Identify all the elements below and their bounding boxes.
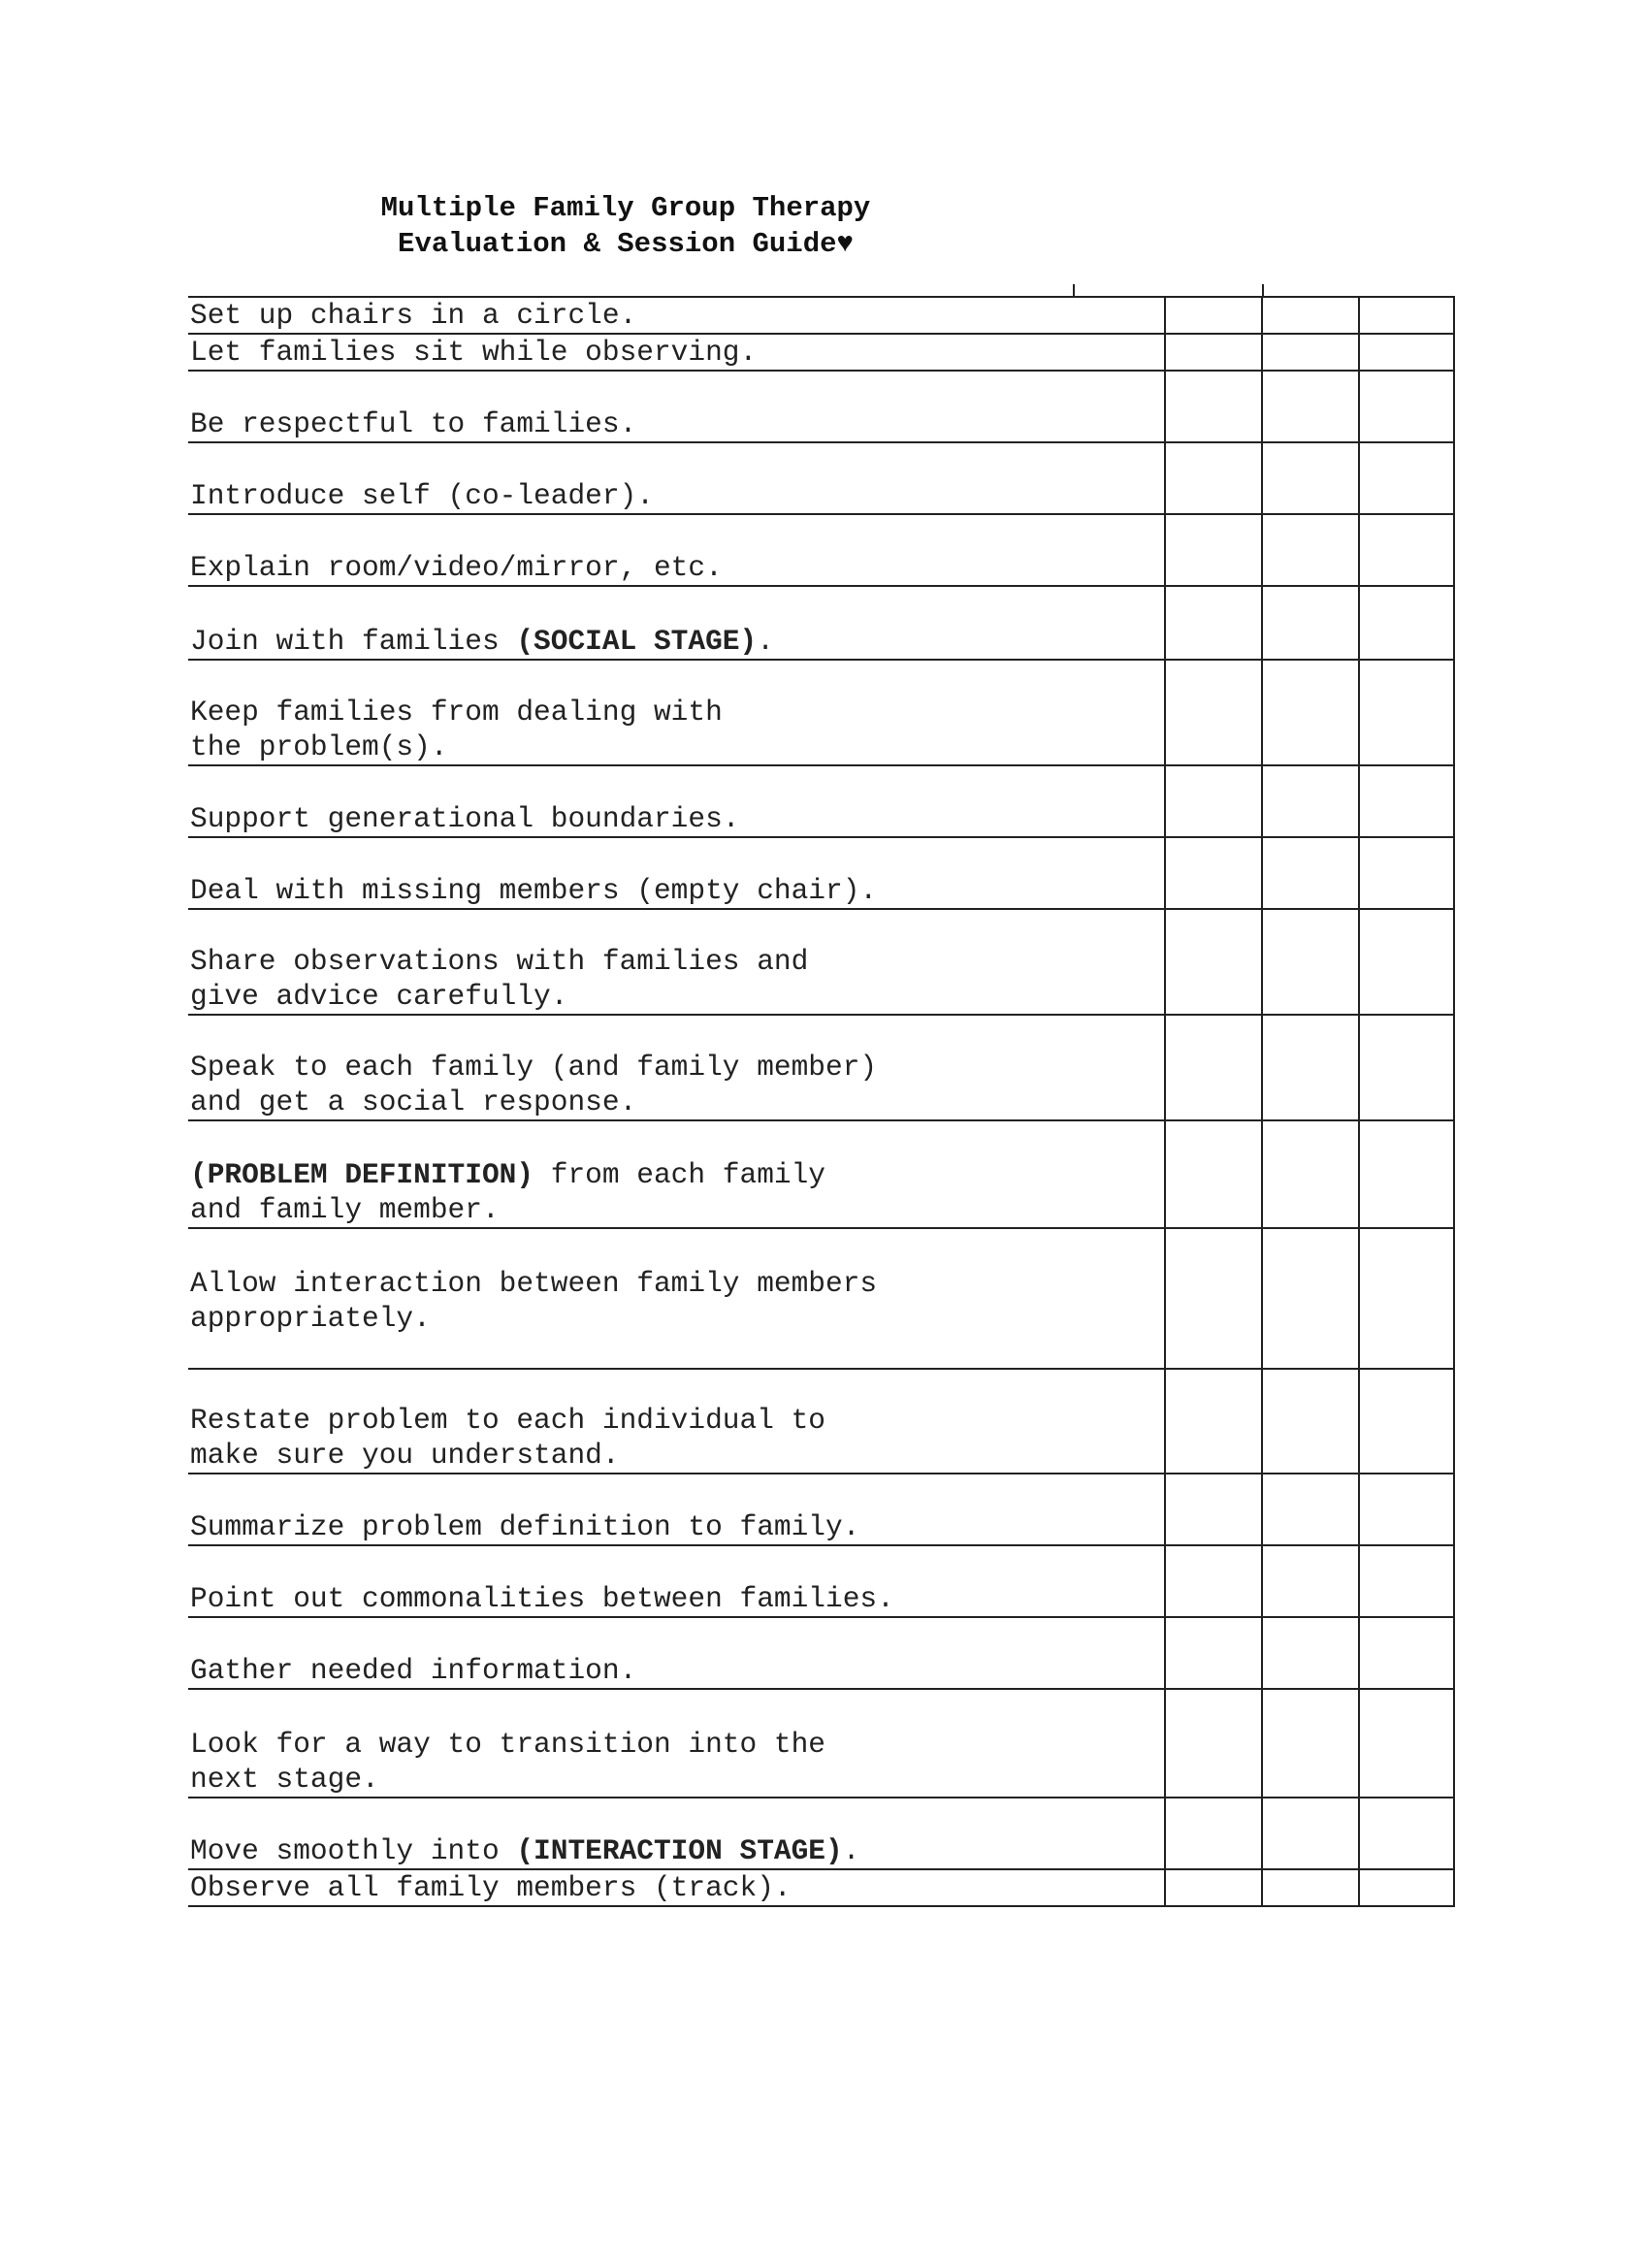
item-text-segment: Be respectful to families. [190, 407, 637, 440]
item-text-segment: next stage. [190, 1763, 379, 1796]
check-box-2[interactable] [1261, 1016, 1358, 1121]
checklist-row [188, 1474, 1456, 1546]
checklist-row [188, 1229, 1456, 1370]
item-text-segment: Point out commonalities between families. [190, 1582, 894, 1615]
check-box-1[interactable] [1164, 661, 1261, 766]
checklist-item-line [190, 979, 1164, 1014]
checklist-item-text [188, 1370, 1164, 1474]
item-text-segment: Speak to each family (and family member) [190, 1051, 878, 1084]
check-box-3[interactable] [1358, 1016, 1455, 1121]
checklist-item-line [190, 335, 1164, 370]
check-box-3[interactable] [1358, 910, 1455, 1016]
checklist-row [188, 1618, 1456, 1690]
checklist-row [188, 515, 1456, 587]
check-box-2[interactable] [1261, 1546, 1358, 1618]
item-text-segment: Move smoothly into [190, 1834, 517, 1867]
checklist-row [188, 1690, 1456, 1798]
checklist-item-text [188, 443, 1164, 515]
checklist-item-text [188, 838, 1164, 910]
title-line-1: Multiple Family Group Therapy [380, 192, 871, 224]
check-box-2[interactable] [1261, 515, 1358, 587]
checklist-item-text [188, 766, 1164, 838]
checklist-item-line [190, 944, 1164, 979]
checklist-item-text [188, 1229, 1164, 1370]
check-box-3[interactable] [1358, 1474, 1455, 1546]
checklist-item-line [190, 550, 1164, 585]
check-box-1[interactable] [1164, 515, 1261, 587]
checklist-row [188, 1546, 1456, 1618]
check-box-2[interactable] [1261, 1798, 1358, 1870]
check-box-3[interactable] [1358, 766, 1455, 838]
item-text-segment: Share observations with families and [190, 945, 809, 978]
check-box-2[interactable] [1261, 372, 1358, 443]
checklist-row [188, 372, 1456, 443]
checklist-row [188, 1121, 1456, 1229]
item-text-segment: Observe all family members (track). [190, 1871, 792, 1904]
checklist-item-line [190, 1581, 1164, 1616]
checklist-table [188, 298, 1456, 1907]
check-box-1[interactable] [1164, 1229, 1261, 1370]
item-text-segment: and get a social response. [190, 1085, 637, 1118]
checklist-item-line [190, 1762, 1164, 1797]
checklist-item-text [188, 1121, 1164, 1229]
check-box-1[interactable] [1164, 298, 1261, 335]
checklist-item-line [190, 1157, 1164, 1192]
item-text-segment: Summarize problem definition to family. [190, 1510, 860, 1543]
check-box-3[interactable] [1358, 298, 1455, 335]
checklist-row [188, 298, 1456, 335]
check-box-3[interactable] [1358, 1690, 1455, 1798]
checklist-item-text [188, 587, 1164, 661]
check-box-1[interactable] [1164, 1618, 1261, 1690]
checklist-item-line [190, 695, 1164, 729]
check-box-2[interactable] [1261, 1690, 1358, 1798]
checklist-row [188, 1798, 1456, 1870]
checklist-item-line [190, 1653, 1164, 1688]
checklist-item-line [190, 1266, 1164, 1301]
check-box-2[interactable] [1261, 1474, 1358, 1546]
check-box-3[interactable] [1358, 1546, 1455, 1618]
checklist-row [188, 335, 1456, 372]
checklist-item-line [190, 729, 1164, 764]
checklist-item-text [188, 1798, 1164, 1870]
item-text-segment: . [757, 625, 774, 658]
check-box-2[interactable] [1261, 335, 1358, 372]
checklist-item-text [188, 335, 1164, 372]
stage-label: (INTERACTION STAGE) [516, 1834, 843, 1867]
checklist-item-line [190, 406, 1164, 441]
checklist-item-text [188, 1690, 1164, 1798]
check-box-3[interactable] [1358, 1618, 1455, 1690]
check-box-1[interactable] [1164, 1016, 1261, 1121]
check-box-2[interactable] [1261, 766, 1358, 838]
check-box-2[interactable] [1261, 661, 1358, 766]
check-box-1[interactable] [1164, 838, 1261, 910]
item-text-segment: Look for a way to transition into the [190, 1728, 826, 1761]
checklist-row [188, 661, 1456, 766]
item-text-segment: from each family [534, 1158, 826, 1191]
check-box-1[interactable] [1164, 1121, 1261, 1229]
checklist-row [188, 587, 1456, 661]
item-text-segment: the problem(s). [190, 730, 448, 763]
check-box-1[interactable] [1164, 335, 1261, 372]
checklist-item-text [188, 372, 1164, 443]
item-text-segment: Explain room/video/mirror, etc. [190, 551, 723, 584]
checklist-item-text [188, 1618, 1164, 1690]
checklist-item-line [190, 873, 1164, 908]
check-box-3[interactable] [1358, 1229, 1455, 1370]
checklist-item-line [190, 1301, 1164, 1336]
checklist-item-line [190, 1833, 1164, 1868]
check-box-3[interactable] [1358, 1870, 1455, 1907]
item-text-segment: and family member. [190, 1193, 500, 1226]
check-box-3[interactable] [1358, 372, 1455, 443]
check-box-1[interactable] [1164, 1798, 1261, 1870]
checklist-item-line [190, 1403, 1164, 1438]
check-box-3[interactable] [1358, 443, 1455, 515]
checklist-item-line [190, 1727, 1164, 1762]
item-text-segment: . [842, 1834, 860, 1867]
checklist-item-line [190, 624, 1164, 659]
checklist-item-text [188, 298, 1164, 335]
check-box-2[interactable] [1261, 1618, 1358, 1690]
column-tick [1262, 284, 1264, 298]
check-box-3[interactable] [1358, 587, 1455, 661]
stage-label: (PROBLEM DEFINITION) [190, 1158, 534, 1191]
checklist-item-text [188, 661, 1164, 766]
checklist-item-line [190, 298, 1164, 333]
item-text-segment: give advice carefully. [190, 980, 568, 1013]
check-box-3[interactable] [1358, 838, 1455, 910]
check-box-2[interactable] [1261, 910, 1358, 1016]
check-box-3[interactable] [1358, 661, 1455, 766]
item-text-segment: make sure you understand. [190, 1439, 620, 1472]
check-box-2[interactable] [1261, 1370, 1358, 1474]
check-box-1[interactable] [1164, 1690, 1261, 1798]
check-box-1[interactable] [1164, 1546, 1261, 1618]
checklist-row [188, 910, 1456, 1016]
checklist-row [188, 443, 1456, 515]
item-text-segment: appropriately. [190, 1302, 431, 1335]
check-box-3[interactable] [1358, 1370, 1455, 1474]
check-box-3[interactable] [1358, 335, 1455, 372]
checklist-item-line [190, 1438, 1164, 1473]
item-text-segment: Support generational boundaries. [190, 802, 740, 835]
check-box-1[interactable] [1164, 587, 1261, 661]
check-box-1[interactable] [1164, 766, 1261, 838]
check-box-1[interactable] [1164, 1870, 1261, 1907]
check-box-1[interactable] [1164, 372, 1261, 443]
check-box-2[interactable] [1261, 1870, 1358, 1907]
checklist-row [188, 766, 1456, 838]
check-box-1[interactable] [1164, 1370, 1261, 1474]
item-text-segment: Deal with missing members (empty chair). [190, 874, 878, 907]
checklist-item-line [190, 1192, 1164, 1227]
check-box-1[interactable] [1164, 443, 1261, 515]
checklist-item-text [188, 1016, 1164, 1121]
stage-label: (SOCIAL STAGE) [516, 625, 758, 658]
check-box-3[interactable] [1358, 515, 1455, 587]
checklist-item-text [188, 1870, 1164, 1907]
item-text-segment: Keep families from dealing with [190, 696, 723, 729]
check-box-2[interactable] [1261, 838, 1358, 910]
checklist-item-text [188, 515, 1164, 587]
checklist-item-text [188, 1546, 1164, 1618]
checklist-item-text [188, 910, 1164, 1016]
checklist-row [188, 1016, 1456, 1121]
item-text-segment: Introduce self (co-leader). [190, 479, 654, 512]
checklist-item-line [190, 1509, 1164, 1544]
check-box-2[interactable] [1261, 1229, 1358, 1370]
item-text-segment: Restate problem to each individual to [190, 1404, 826, 1437]
checklist-item-line [190, 801, 1164, 836]
checklist-item-line [190, 1085, 1164, 1119]
checklist-item-text [188, 1474, 1164, 1546]
item-text-segment: Gather needed information. [190, 1654, 637, 1687]
check-box-2[interactable] [1261, 1121, 1358, 1229]
item-text-segment: Set up chairs in a circle. [190, 299, 637, 332]
checklist-item-line [190, 1050, 1164, 1085]
check-box-3[interactable] [1358, 1798, 1455, 1870]
checklist-item-line [190, 478, 1164, 513]
checklist-row [188, 838, 1456, 910]
item-text-segment: Join with families [190, 625, 517, 658]
checklist-row [188, 1870, 1456, 1907]
check-box-2[interactable] [1261, 587, 1358, 661]
check-box-1[interactable] [1164, 1474, 1261, 1546]
check-box-1[interactable] [1164, 910, 1261, 1016]
page-title [320, 190, 931, 262]
check-box-3[interactable] [1358, 1121, 1455, 1229]
title-line-2: Evaluation & Session Guide♥ [398, 228, 854, 260]
column-tick [1073, 284, 1075, 298]
checklist-item-line [190, 1870, 1164, 1905]
checklist-row [188, 1370, 1456, 1474]
item-text-segment: Allow interaction between family members [190, 1267, 878, 1300]
item-text-segment: Let families sit while observing. [190, 336, 758, 369]
check-box-2[interactable] [1261, 443, 1358, 515]
check-box-2[interactable] [1261, 298, 1358, 335]
